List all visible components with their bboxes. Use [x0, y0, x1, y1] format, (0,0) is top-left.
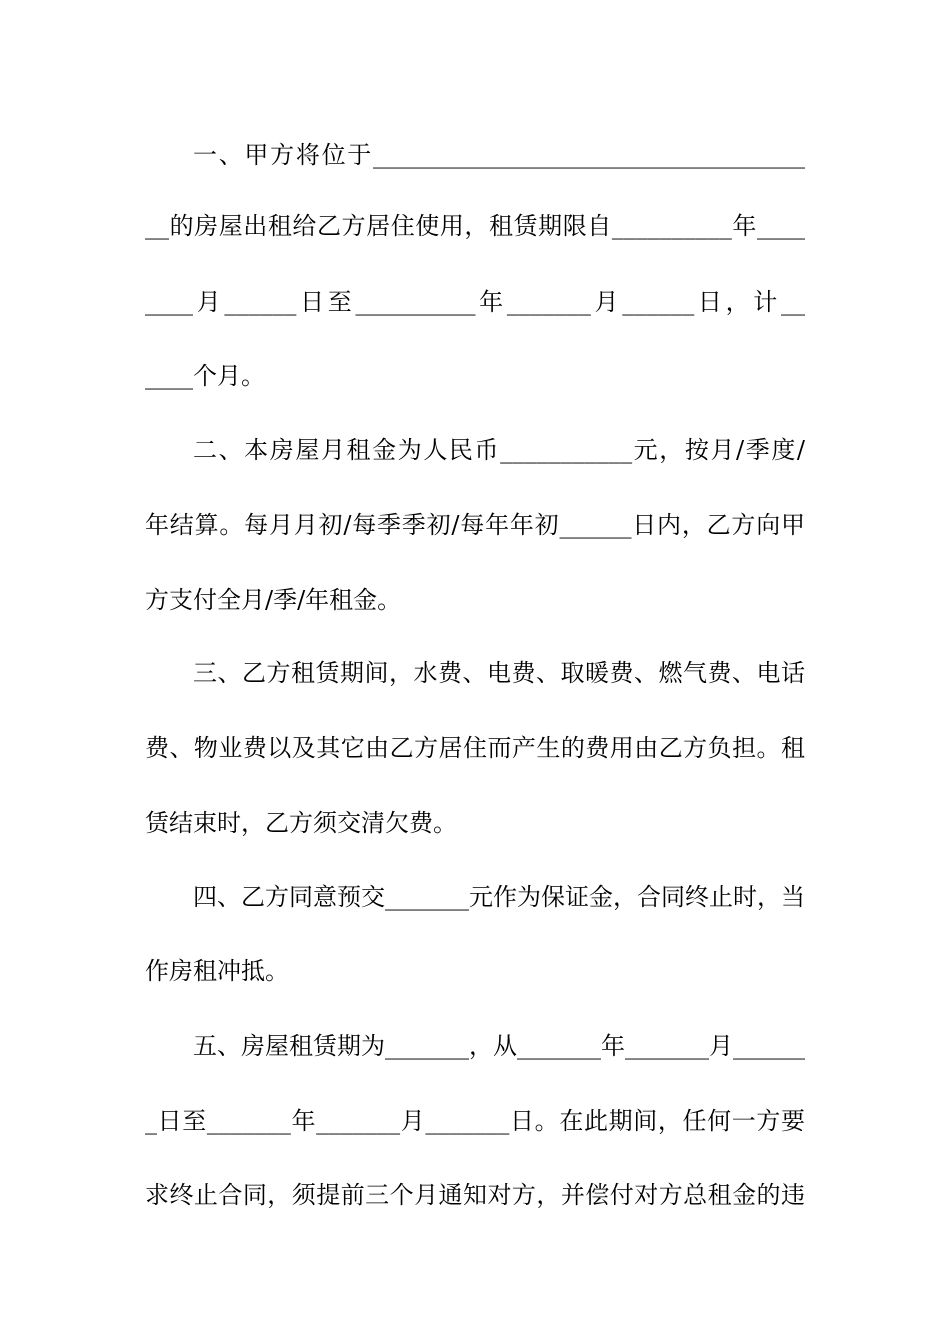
clause-1-line-2: __的房屋出租给乙方居住使用，租赁期限自__________年____	[145, 212, 805, 240]
clause-5-line-2: _日至_______年_______月_______日。在此期间，任何一方要	[145, 1107, 805, 1135]
clause-4-line-1: 四、乙方同意预交_______元作为保证金，合同终止时，当	[193, 883, 805, 911]
clause-1-line-1: 一、甲方将位于____________________________________	[193, 141, 805, 169]
clause-3-line-2: 费、物业费以及其它由乙方居住而产生的费用由乙方负担。租	[145, 734, 805, 762]
clause-4-line-2: 作房租冲抵。	[145, 957, 289, 985]
clause-2-line-3: 方支付全月/季/年租金。	[145, 586, 402, 614]
clause-3-line-1: 三、乙方租赁期间，水费、电费、取暖费、燃气费、电话	[193, 659, 805, 687]
clause-3-line-3: 赁结束时，乙方须交清欠费。	[145, 809, 457, 837]
clause-5-line-1: 五、房屋租赁期为_______，从_______年_______月______	[193, 1032, 805, 1060]
clause-2-line-2: 年结算。每月月初/每季季初/每年年初______日内，乙方向甲	[145, 511, 805, 539]
clause-1-line-4: ____个月。	[145, 362, 265, 390]
clause-5-line-3: 求终止合同，须提前三个月通知对方，并偿付对方总租金的违	[145, 1181, 805, 1209]
clause-2-line-1: 二、本房屋月租金为人民币___________元，按月/季度/	[193, 436, 805, 464]
clause-1-line-3: ____月______日至__________年_______月______日，计__	[145, 288, 805, 316]
